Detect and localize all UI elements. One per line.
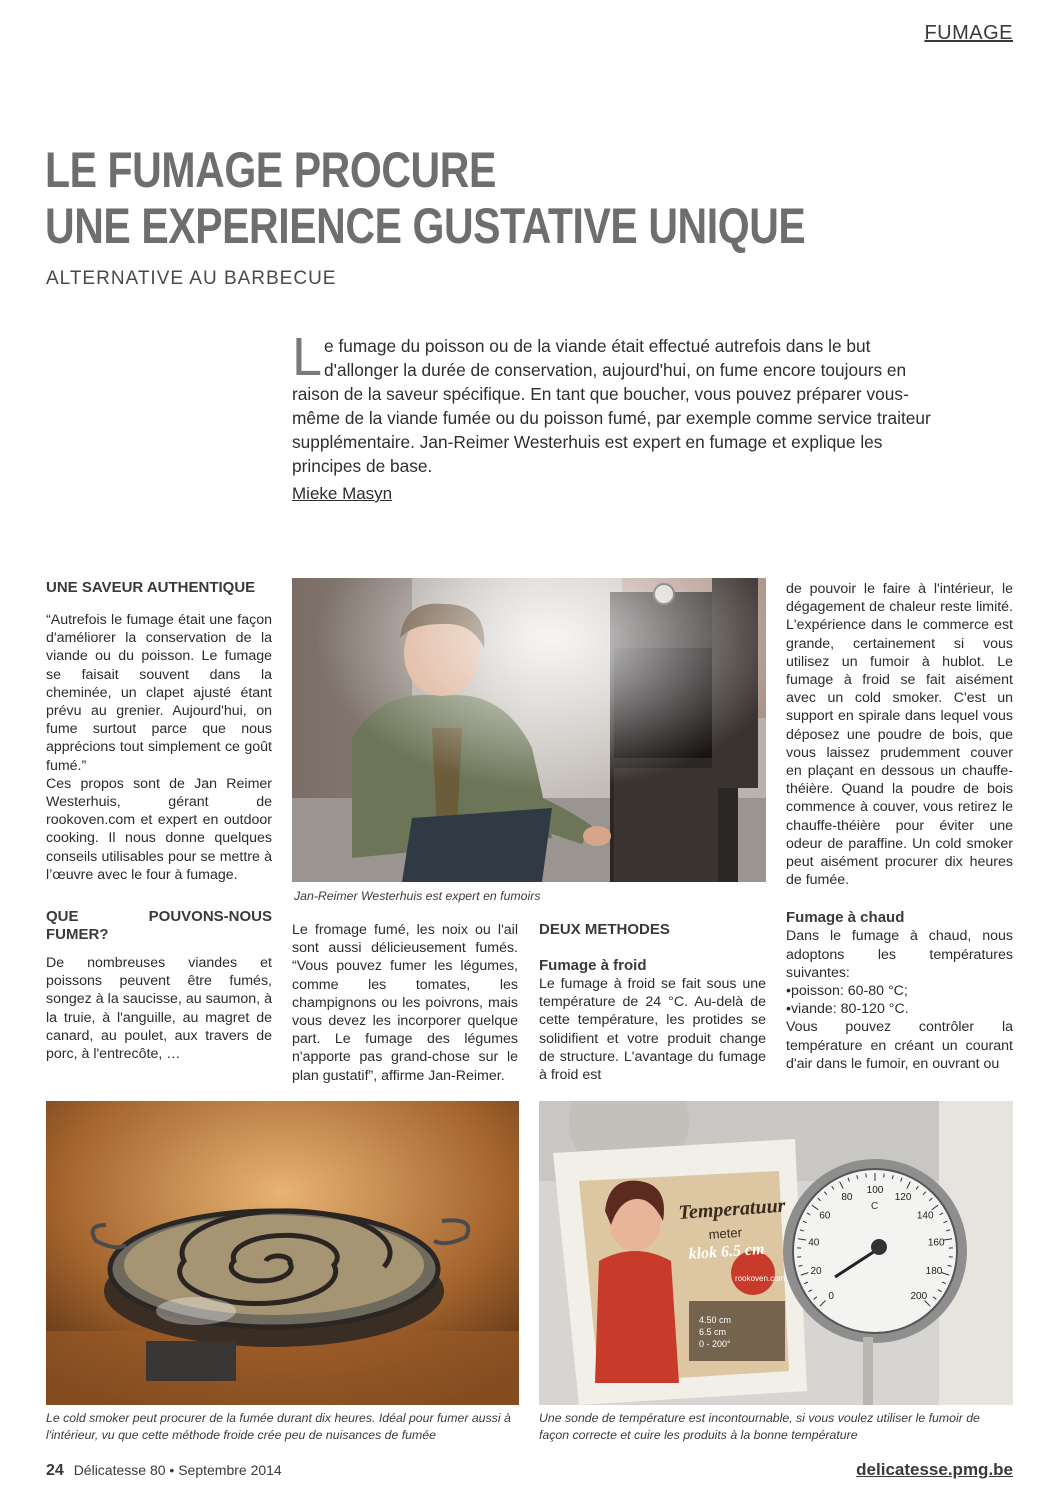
subheading-fumage-chaud: Fumage à chaud <box>786 909 905 927</box>
col2-para-1: Le fromage fumé, les noix ou l'ail sont aussi délicieusement fumés. “Vous pouvez fumer les légumes, comme les tomates, les champignons ou les poivrons, mais vous devez les incorporer quelque part. Le fumage des légumes n'apporte pas grand-chose sur le plan gustatif”, affirme Jan-Reimer. <box>292 922 518 1084</box>
heading-deux-methodes: DEUX METHODES <box>539 921 670 938</box>
column-2 <box>292 921 518 1085</box>
subheading-fumage-froid: Fumage à froid <box>539 957 647 974</box>
caption-photo-2: Le cold smoker peut procurer de la fumée durant dix heures. Idéal pour fumer aussi à l'intérieur, vu que cette méthode froide crée peu de nuisances de fumée <box>46 1411 511 1442</box>
col4-list-item-1: •poisson: 60-80 °C; <box>786 983 908 1000</box>
heading-que-fumer: QUE POUVONS-NOUS FUMER? <box>46 908 272 944</box>
svg-text:C: C <box>871 1201 879 1212</box>
col1-para-2: Ces propos sont de Jan Reimer Westerhuis, gérant de rookoven.com et expert en outdoor cooking. Il nous donne quelques conseils utilisables pour se mettre à l’œuvre avec le four à fumage. <box>46 775 272 883</box>
caption-photo-1: Jan-Reimer Westerhuis est expert en fumoirs <box>294 889 541 903</box>
photo-smoker-expert-image <box>292 578 766 882</box>
col1-para-1: “Autrefois le fumage était une façon d'améliorer la conservation de la viande ou du poisson. Le fumage se faisait souvent dans la cheminée, un clapet ajusté étant prévu au grenier. Aujourd'hui, on fume surtout parce que nous apprécions tout simplement ce goût fumé.” <box>46 612 272 774</box>
page-number: 24 <box>46 1462 64 1479</box>
col4-list-item-2: •viande: 80-120 °C. <box>786 1001 909 1018</box>
dial-label: 180 <box>925 1266 943 1278</box>
svg-text:meter: meter <box>708 1224 743 1242</box>
intro-paragraph <box>292 327 932 478</box>
photo-cold-smoker-image <box>46 1101 519 1405</box>
intro-text: e fumage du poisson ou de la viande était effectué autrefois dans le but d'allonger la durée de conservation, aujourd'hui, on fume encore toujours en raison de la saveur spécifique. En tant que boucher, vous pouvez préparer vous-même de la viande fumée ou du poisson fumé, par exemple comme service traiteur supplémentaire. Jan-Reimer Westerhuis est expert en fumage et explique les principes de base. <box>292 336 931 476</box>
footer-website-link[interactable]: delicatesse.pmg.be <box>856 1460 1013 1479</box>
dial-label: 0 <box>828 1290 834 1302</box>
column-3 <box>539 921 766 1084</box>
caption-photo-3: Une sonde de température est incontournable, si vous voulez utiliser le fumoir de façon correcte et cuire les produits à la bonne température <box>539 1411 980 1442</box>
photo-thermometer <box>539 1101 1013 1405</box>
dial-label: 140 <box>916 1210 934 1222</box>
footer-issue-info <box>46 1462 282 1480</box>
photo-cold-smoker <box>46 1101 519 1405</box>
headline-line-1: LE FUMAGE PROCURE <box>45 142 496 198</box>
dial-label: 40 <box>808 1237 820 1249</box>
author-byline: Mieke Masyn <box>292 484 393 503</box>
svg-text:rookoven.com: rookoven.com <box>735 1274 786 1283</box>
column-1 <box>46 579 272 1063</box>
svg-text:0 - 200°: 0 - 200° <box>699 1339 731 1349</box>
svg-text:4.50 cm: 4.50 cm <box>699 1315 732 1325</box>
dial-label: 60 <box>819 1210 831 1222</box>
col4-para-3: Vous pouvez contrôler la température en créant un courant d'air dans le fumoir, en ouvrant ou <box>786 1019 1013 1072</box>
svg-text:6.5 cm: 6.5 cm <box>699 1327 727 1337</box>
svg-text:klok 6.5 cm: klok 6.5 cm <box>688 1240 766 1263</box>
col3-para-1: Le fumage à froid se fait sous une température de 24 °C. Au-delà de cette température, les protides se solidifient et votre produit change de structure. L'avantage du fumage à froid est <box>539 976 766 1084</box>
dial-tick <box>884 1174 885 1178</box>
col1-para-3: De nombreuses viandes et poissons peuvent être fumés, songez à la saucisse, au saumon, à la truie, à l'anguille, au magret de canard, au poulet, aux travers de porc, à l'entrecôte, … <box>46 955 272 1063</box>
issue-label: Délicatesse 80 • Septembre 2014 <box>73 1462 282 1478</box>
column-4 <box>786 580 1013 1073</box>
svg-text:Temperatuur: Temperatuur <box>677 1194 787 1224</box>
section-tag: FUMAGE <box>924 22 1013 44</box>
dial-label: 200 <box>910 1290 928 1302</box>
col4-para-1: de pouvoir le faire à l'intérieur, le dégagement de chaleur reste limité. L'expérience dans le commerce est grande, certainement si vous utilisez un fumoir à hublot. Le fumage à froid se fait aisément avec un cold smoker. C'est un support en spirale dans lequel vous déposez une poudre de bois, que vous laissez prudemment couver en plaçant en dessous un chauffe-théière. Quand la poudre de bois commence à couver, vous retirez le chauffe-théière pour éviter une odeur de paraffine. Un cold smoker peut aisément procurer dix heures de fumée. <box>786 581 1013 889</box>
headline-line-2: UNE EXPERIENCE GUSTATIVE UNIQUE <box>45 198 806 254</box>
dial-label: 100 <box>866 1185 884 1196</box>
article-subtitle: ALTERNATIVE AU BARBECUE <box>46 268 337 289</box>
photo-thermometer-image <box>539 1101 1013 1405</box>
col4-para-2: Dans le fumage à chaud, nous adoptons les températures suivantes: <box>786 928 1013 981</box>
dial-label: 80 <box>841 1191 853 1203</box>
dial-label: 120 <box>894 1191 912 1203</box>
article-headline <box>45 142 832 254</box>
photo-smoker-expert <box>292 578 766 882</box>
dial-label: 160 <box>927 1237 945 1249</box>
heading-saveur: UNE SAVEUR AUTHENTIQUE <box>46 579 256 596</box>
intro-dropcap: L <box>292 327 323 387</box>
dial-tick <box>866 1174 867 1178</box>
dial-label: 20 <box>810 1266 822 1278</box>
